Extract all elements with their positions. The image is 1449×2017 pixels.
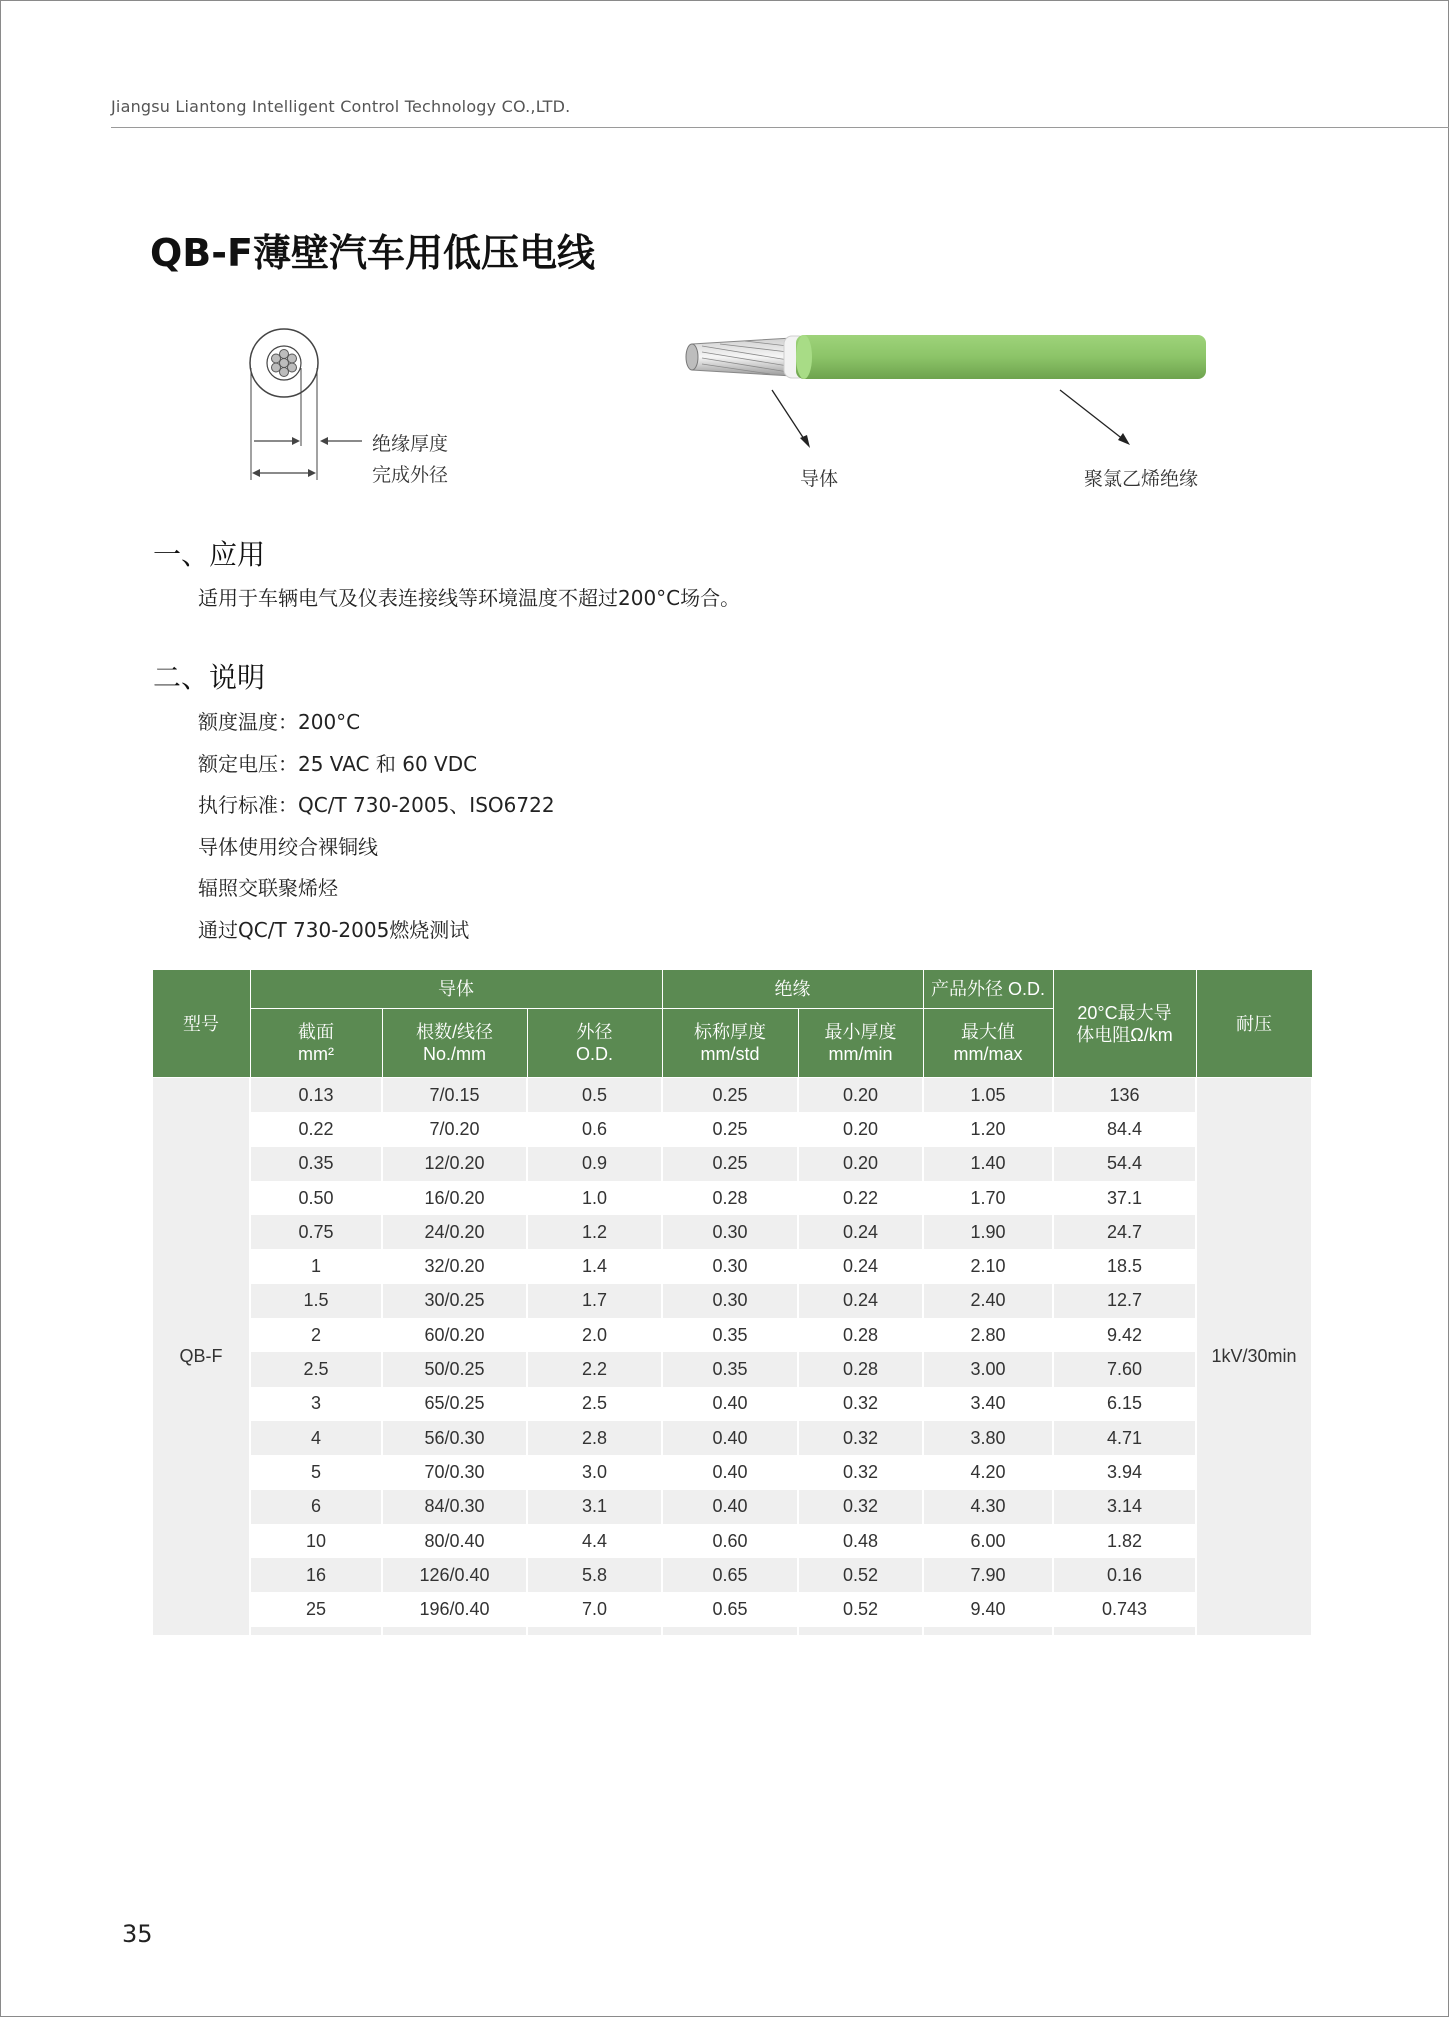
table-cell: 136	[1053, 1078, 1196, 1113]
table-cell: 0.20	[798, 1147, 923, 1181]
table-cell: 65/0.25	[382, 1387, 527, 1421]
header-product-od: 产品外径 O.D.	[923, 970, 1053, 1009]
table-cell: 12.7	[1053, 1284, 1196, 1318]
table-cell: 1.0	[527, 1181, 662, 1215]
voltage-cell: 1kV/30min	[1196, 1078, 1312, 1635]
table-cell: 0.20	[798, 1078, 923, 1113]
header-nominal-thickness	[662, 1009, 798, 1078]
table-cell: 0.65	[662, 1592, 798, 1626]
company-header: Jiangsu Liantong Intelligent Control Technology CO.,LTD.	[111, 97, 571, 116]
table-cell: 0.5	[527, 1078, 662, 1113]
header-max-od-text: 最大值 mm/max	[953, 1022, 1023, 1064]
table-cell: 0.40	[662, 1387, 798, 1421]
table-cell: 7.60	[1053, 1352, 1196, 1386]
section-heading-description: 二、说明	[153, 661, 266, 694]
table-row	[152, 1249, 1312, 1283]
table-cell: 4.30	[923, 1490, 1053, 1524]
table-cell: 2.5	[527, 1387, 662, 1421]
header-model: 型号	[152, 970, 250, 1078]
table-cell: 2.10	[923, 1249, 1053, 1283]
table-cell: 2	[250, 1318, 382, 1352]
table-cell: 10	[250, 1524, 382, 1558]
table-cell: 24.7	[1053, 1215, 1196, 1249]
page-title: QB-F薄壁汽车用低压电线	[150, 231, 595, 275]
table-cell: 0.20	[798, 1112, 923, 1146]
table-cell: 0.743	[1053, 1592, 1196, 1626]
table-row	[152, 1284, 1312, 1318]
table-cell: 0.52	[798, 1558, 923, 1592]
table-cell: 0.32	[798, 1490, 923, 1524]
table-cell: 6	[250, 1490, 382, 1524]
table-cell: 2.40	[923, 1284, 1053, 1318]
conductor-label: 导体	[800, 468, 839, 490]
padding-cell	[1053, 1627, 1196, 1635]
table-row	[152, 1524, 1312, 1558]
table-cell: 0.24	[798, 1215, 923, 1249]
table-cell: 1.70	[923, 1181, 1053, 1215]
table-cell: 0.35	[662, 1352, 798, 1386]
spec-line: 额定电压：25 VAC 和 60 VDC	[198, 752, 478, 776]
section-heading-application: 一、应用	[153, 538, 266, 571]
padding-cell	[662, 1627, 798, 1635]
table-cell: 60/0.20	[382, 1318, 527, 1352]
table-row	[152, 1147, 1312, 1181]
table-cell: 2.8	[527, 1421, 662, 1455]
header-min-thickness	[798, 1009, 923, 1078]
pvc-insulation-label: 聚氯乙烯绝缘	[1084, 468, 1199, 490]
table-cell: 32/0.20	[382, 1249, 527, 1283]
table-cell: 0.48	[798, 1524, 923, 1558]
table-cell: 1	[250, 1249, 382, 1283]
table-row	[152, 1112, 1312, 1146]
table-cell: 84.4	[1053, 1112, 1196, 1146]
table-cell: 6.00	[923, 1524, 1053, 1558]
table-row	[152, 1078, 1312, 1113]
table-cell: 0.32	[798, 1387, 923, 1421]
header-strands	[382, 1009, 527, 1078]
table-cell: 126/0.40	[382, 1558, 527, 1592]
table-cell: 16	[250, 1558, 382, 1592]
table-cell: 0.9	[527, 1147, 662, 1181]
table-cell: 0.28	[662, 1181, 798, 1215]
table-cell: 1.20	[923, 1112, 1053, 1146]
header-resistance-text: 20°C最大导体电阻Ω/km	[1076, 1002, 1173, 1045]
table-cell: 9.40	[923, 1592, 1053, 1626]
table-cell: 1.7	[527, 1284, 662, 1318]
wire-illustration	[680, 320, 1220, 455]
table-cell: 5.8	[527, 1558, 662, 1592]
spec-line: 通过QC/T 730-2005燃烧测试	[198, 918, 470, 942]
table-cell: 25	[250, 1592, 382, 1626]
table-cell: 18.5	[1053, 1249, 1196, 1283]
table-cell: 0.24	[798, 1284, 923, 1318]
table-cell: 0.22	[250, 1112, 382, 1146]
table-row	[152, 1352, 1312, 1386]
insulation-thickness-label: 绝缘厚度	[372, 433, 449, 455]
table-cell: 0.13	[250, 1078, 382, 1113]
table-cell: 56/0.30	[382, 1421, 527, 1455]
table-cell: 6.15	[1053, 1387, 1196, 1421]
table-cell: 0.25	[662, 1112, 798, 1146]
table-row	[152, 1558, 1312, 1592]
table-cell: 0.16	[1053, 1558, 1196, 1592]
header-conductor-od	[527, 1009, 662, 1078]
table-cell: 1.82	[1053, 1524, 1196, 1558]
table-row	[152, 1455, 1312, 1489]
header-strands-text: 根数/线径 No./mm	[415, 1022, 493, 1064]
table-cell: 4	[250, 1421, 382, 1455]
table-cell: 0.22	[798, 1181, 923, 1215]
header-max-od	[923, 1009, 1053, 1078]
table-cell: 3.1	[527, 1490, 662, 1524]
table-cell: 5	[250, 1455, 382, 1489]
spec-table	[151, 969, 1313, 1635]
table-cell: 3.94	[1053, 1455, 1196, 1489]
table-cell: 3.0	[527, 1455, 662, 1489]
header-conductor-od-text: 外径 O.D.	[575, 1022, 613, 1064]
table-cell: 2.2	[527, 1352, 662, 1386]
table-cell: 37.1	[1053, 1181, 1196, 1215]
table-cell: 0.24	[798, 1249, 923, 1283]
table-cell: 0.6	[527, 1112, 662, 1146]
table-cell: 3.00	[923, 1352, 1053, 1386]
header-insulation: 绝缘	[662, 970, 923, 1009]
spec-line: 导体使用绞合裸铜线	[198, 835, 378, 859]
table-cell: 196/0.40	[382, 1592, 527, 1626]
header-min-thickness-text: 最小厚度 mm/min	[824, 1022, 897, 1064]
table-cell: 2.80	[923, 1318, 1053, 1352]
table-cell: 2.5	[250, 1352, 382, 1386]
table-cell: 2.0	[527, 1318, 662, 1352]
table-cell: 0.50	[250, 1181, 382, 1215]
table-row	[152, 1181, 1312, 1215]
padding-cell	[923, 1627, 1053, 1635]
table-cell: 1.90	[923, 1215, 1053, 1249]
header-resistance	[1053, 970, 1196, 1078]
padding-cell	[798, 1627, 923, 1635]
table-cell: 1.4	[527, 1249, 662, 1283]
table-cell: 7/0.15	[382, 1078, 527, 1113]
model-cell: QB-F	[152, 1078, 250, 1635]
table-row	[152, 1318, 1312, 1352]
table-cell: 70/0.30	[382, 1455, 527, 1489]
table-cell: 1.05	[923, 1078, 1053, 1113]
table-cell: 0.25	[662, 1078, 798, 1113]
padding-cell	[527, 1627, 662, 1635]
table-cell: 0.40	[662, 1490, 798, 1524]
spec-line: 执行标准：QC/T 730-2005、ISO6722	[198, 793, 555, 817]
spec-line: 辐照交联聚烯烃	[198, 876, 338, 900]
table-cell: 7/0.20	[382, 1112, 527, 1146]
table-cell: 1.2	[527, 1215, 662, 1249]
table-cell: 0.28	[798, 1318, 923, 1352]
table-cell: 3	[250, 1387, 382, 1421]
table-cell: 0.60	[662, 1524, 798, 1558]
table-cell: 7.90	[923, 1558, 1053, 1592]
table-cell: 0.35	[250, 1147, 382, 1181]
table-cell: 0.32	[798, 1455, 923, 1489]
table-row	[152, 1592, 1312, 1626]
table-cell: 7.0	[527, 1592, 662, 1626]
table-cell: 24/0.20	[382, 1215, 527, 1249]
padding-cell	[250, 1627, 382, 1635]
header-nominal-thickness-text: 标称厚度 mm/std	[694, 1022, 767, 1064]
table-cell: 0.65	[662, 1558, 798, 1592]
table-cell: 30/0.25	[382, 1284, 527, 1318]
table-cell: 0.32	[798, 1421, 923, 1455]
table-cell: 0.40	[662, 1455, 798, 1489]
header-voltage: 耐压	[1196, 970, 1312, 1078]
cable-cross-section-diagram	[240, 318, 370, 483]
header-conductor: 导体	[250, 970, 662, 1009]
table-cell: 0.40	[662, 1421, 798, 1455]
table-row	[152, 1490, 1312, 1524]
header-section-text: 截面 mm²	[298, 1022, 334, 1064]
table-cell: 3.80	[923, 1421, 1053, 1455]
table-cell: 0.35	[662, 1318, 798, 1352]
table-bottom-padding	[152, 1627, 1312, 1635]
table-cell: 4.20	[923, 1455, 1053, 1489]
table-cell: 1.40	[923, 1147, 1053, 1181]
application-text: 适用于车辆电气及仪表连接线等环境温度不超过200°C场合。	[198, 586, 741, 610]
spec-line: 额度温度：200°C	[198, 710, 361, 734]
table-cell: 0.52	[798, 1592, 923, 1626]
table-cell: 0.30	[662, 1249, 798, 1283]
table-cell: 80/0.40	[382, 1524, 527, 1558]
page-number: 35	[122, 1920, 153, 1948]
header-divider	[111, 127, 1449, 128]
table-cell: 0.75	[250, 1215, 382, 1249]
table-cell: 1.5	[250, 1284, 382, 1318]
table-cell: 50/0.25	[382, 1352, 527, 1386]
table-cell: 0.28	[798, 1352, 923, 1386]
table-cell: 3.14	[1053, 1490, 1196, 1524]
table-row	[152, 1387, 1312, 1421]
table-cell: 3.40	[923, 1387, 1053, 1421]
outer-diameter-label: 完成外径	[372, 464, 449, 486]
table-cell: 0.25	[662, 1147, 798, 1181]
header-section	[250, 1009, 382, 1078]
table-cell: 84/0.30	[382, 1490, 527, 1524]
table-cell: 54.4	[1053, 1147, 1196, 1181]
table-cell: 9.42	[1053, 1318, 1196, 1352]
table-row	[152, 1215, 1312, 1249]
padding-cell	[382, 1627, 527, 1635]
table-cell: 4.71	[1053, 1421, 1196, 1455]
table-cell: 0.30	[662, 1284, 798, 1318]
table-row	[152, 1421, 1312, 1455]
table-cell: 12/0.20	[382, 1147, 527, 1181]
table-cell: 16/0.20	[382, 1181, 527, 1215]
table-cell: 4.4	[527, 1524, 662, 1558]
table-cell: 0.30	[662, 1215, 798, 1249]
